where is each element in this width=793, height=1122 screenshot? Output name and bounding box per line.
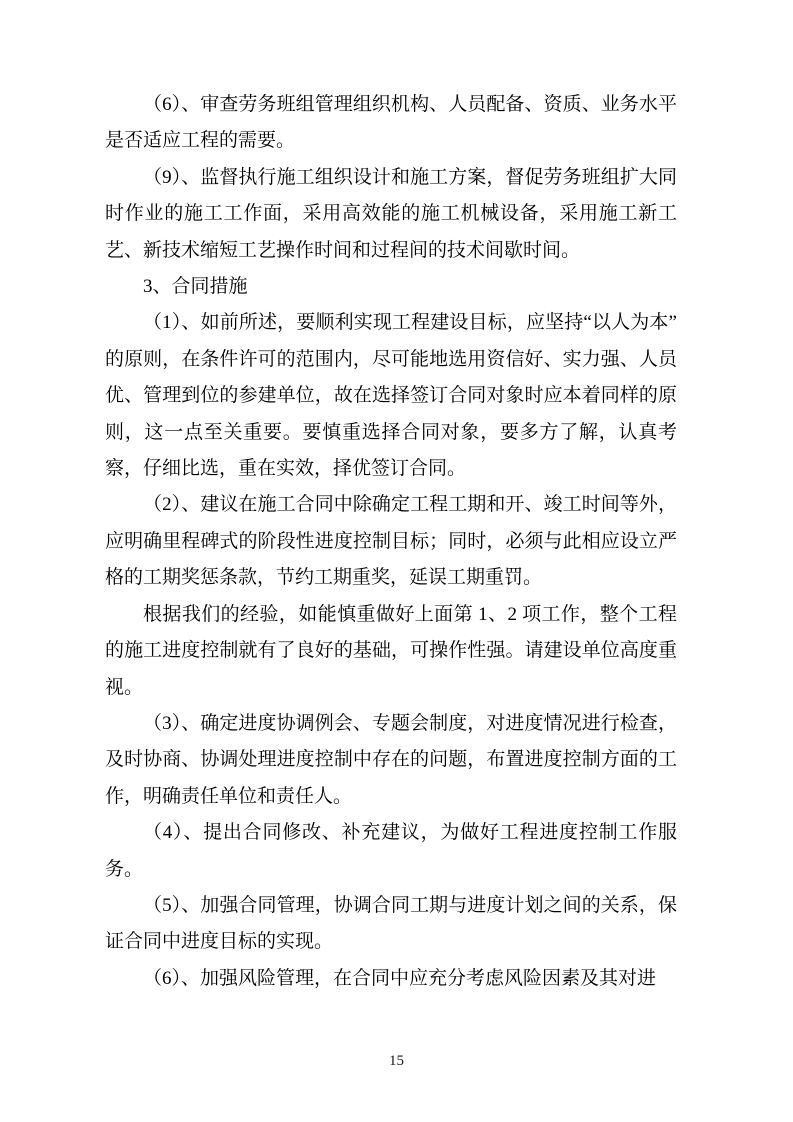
paragraph-item-1-select-partners: （1）、如前所述，要顺利实现工程建设目标，应坚持“以人为本”的原则，在条件许可的范围内，尽可能地选用资信好、实力强、人员优、管理到位的参建单位，故在选择签订合同对象时应本着同样的原则，这一点至关重要。要慎重选择合同对象，要多方了解，认真考察，仔细比选，重在实效，择优签订合同。 bbox=[105, 312, 677, 480]
paragraph-item-4-contract-amendments: （4）、提出合同修改、补充建议，为做好工程进度控制工作服务。 bbox=[105, 822, 677, 880]
paragraph-item-9-supervise-execution: （9）、监督执行施工组织设计和施工方案，督促劳务班组扩大同时作业的施工工作面，采用高效能的施工机械设备，采用施工新工艺、新技术缩短工艺操作时间和过程间的技术间歇时间。 bbox=[105, 166, 677, 261]
document-body bbox=[105, 87, 677, 997]
page-footer bbox=[0, 1051, 793, 1071]
paragraph-item-2-milestone-targets: （2）、建议在施工合同中除确定工程工期和开、竣工时间等外，应明确里程碑式的阶段性进度控制目标；同时，必须与此相应设立严格的工期奖惩条款，节约工期重奖，延误工期重罚。 bbox=[105, 494, 677, 589]
paragraph-experience-note: 根据我们的经验，如能慎重做好上面第 1、2 项工作，整个工程的施工进度控制就有了良好的基础，可操作性强。请建设单位高度重视。 bbox=[105, 603, 677, 698]
page-number: 15 bbox=[389, 1053, 404, 1069]
paragraph-item-6-risk-management: （6）、加强风险管理，在合同中应充分考虑风险因素及其对进 bbox=[143, 967, 657, 989]
paragraph-item-6-review-labor-teams: （6）、审查劳务班组管理组织机构、人员配备、资质、业务水平是否适应工程的需要。 bbox=[105, 94, 677, 152]
section-heading-contract-measures: 3、合同措施 bbox=[143, 276, 248, 298]
paragraph-item-3-coordination-meetings: （3）、确定进度协调例会、专题会制度，对进度情况进行检查，及时协商、协调处理进度控制中存在的问题，布置进度控制方面的工作，明确责任单位和责任人。 bbox=[105, 712, 677, 807]
paragraph-item-5-contract-management: （5）、加强合同管理，协调合同工期与进度计划之间的关系，保证合同中进度目标的实现。 bbox=[105, 894, 677, 953]
